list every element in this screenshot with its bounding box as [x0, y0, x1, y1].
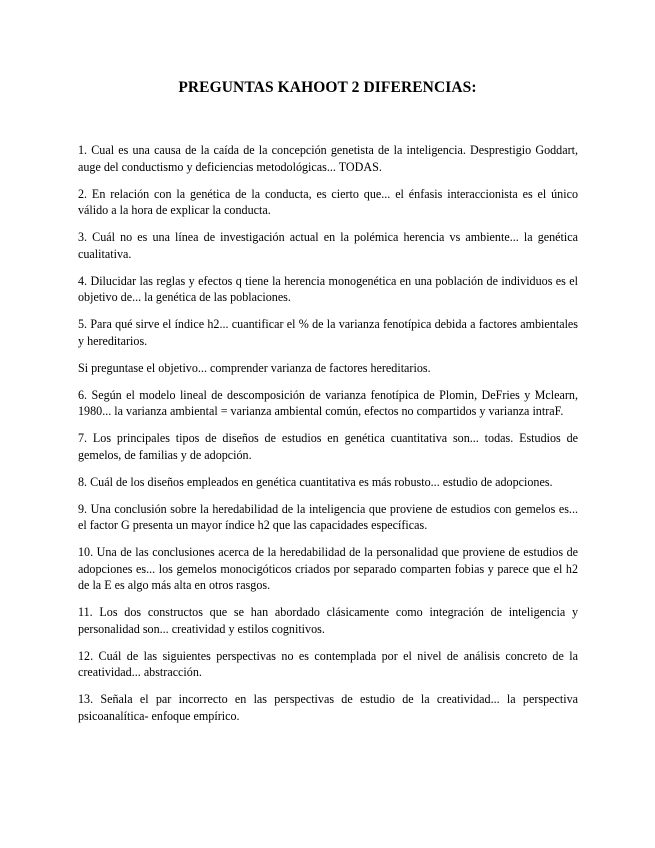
paragraph-1: 1. Cual es una causa de la caída de la concepción genetista de la inteligencia. Desprestigio Goddart, auge del conductismo y deficiencias metodológicas... TODAS.	[78, 143, 578, 174]
paragraph-6: 6. Según el modelo lineal de descomposición de varianza fenotípica de Plomin, DeFries y Mclearn, 1980... la varianza ambiental = varianza ambiental común, efectos no compartidos y varianza intraF.	[78, 387, 578, 418]
paragraph-12: 12. Cuál de las siguientes perspectivas no es contemplada por el nivel de análisis concreto de la creatividad... abstracción.	[78, 648, 578, 679]
paragraph-9: 9. Una conclusión sobre la heredabilidad de la inteligencia que proviene de estudios con gemelos es... el factor G presenta un mayor índice h2 que las capacidades específicas.	[78, 501, 578, 532]
document-body	[78, 142, 578, 735]
paragraph-3: 3. Cuál no es una línea de investigación actual en la polémica herencia vs ambiente... la genética cualitativa.	[78, 230, 578, 261]
paragraph-7: 7. Los principales tipos de diseños de estudios en genética cuantitativa son... todas. Estudios de gemelos, de familias y de adopción.	[78, 431, 578, 462]
paragraph-13: 13. Señala el par incorrecto en las perspectivas de estudio de la creatividad... la perspectiva psicoanalítica- enfoque empírico.	[78, 692, 578, 723]
paragraph-5: 5. Para qué sirve el índice h2... cuantificar el % de la varianza fenotípica debida a factores ambientales y hereditarios.	[78, 317, 578, 348]
paragraph-8: 8. Cuál de los diseños empleados en genética cuantitativa es más robusto... estudio de adopciones.	[78, 474, 553, 489]
paragraph-4: 4. Dilucidar las reglas y efectos q tiene la herencia monogenética en una población de individuos es el objetivo de... la genética de las poblaciones.	[78, 273, 578, 304]
paragraph-5-note: Si preguntase el objetivo... comprender varianza de factores hereditarios.	[78, 360, 431, 375]
page-title: PREGUNTAS KAHOOT 2 DIFERENCIAS:	[178, 79, 477, 96]
paragraph-11: 11. Los dos constructos que se han abordado clásicamente como integración de inteligencia y personalidad son... creatividad y estilos cognitivos.	[78, 605, 578, 636]
paragraph-2: 2. En relación con la genética de la conducta, es cierto que... el énfasis interaccionista es el único válido a la hora de explicar la conducta.	[78, 186, 578, 217]
paragraph-10: 10. Una de las conclusiones acerca de la heredabilidad de la personalidad que proviene de estudios de adopciones es... los gemelos monocigóticos criados por separado comparten fobias y parece que el h2 de la E es algo más alta en otros rasgos.	[78, 545, 578, 592]
